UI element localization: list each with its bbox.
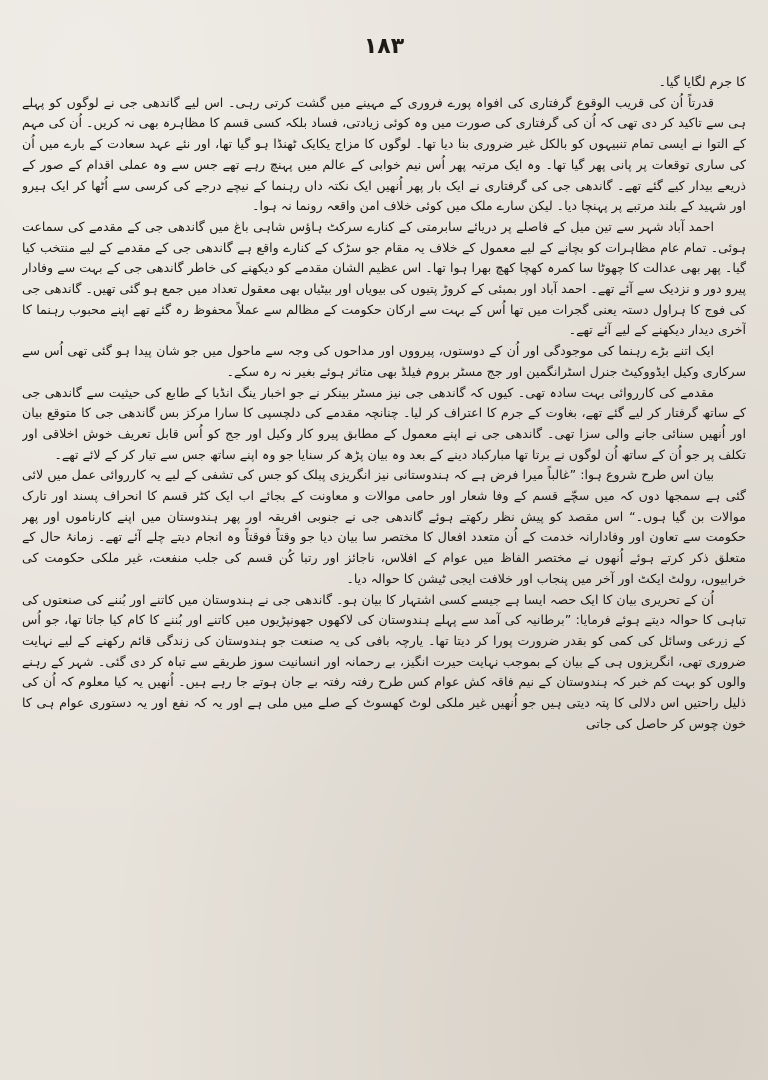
page-body	[22, 72, 746, 1068]
paragraph: مقدمے کی کارروائی بہت سادہ تھی۔ کیوں کہ گاندھی جی نیز مسٹر بینکر نے جو اخبار ینگ انڈیا کے طابع کی حیثیت سے گاندھی جی کے ساتھ گرفتار کر لیے گئے تھے، بغاوت کے جرم کا اعتراف کر لیا۔ چنانچہ مقدمے کی دلچسپی کا سارا مرکز بس گاندھی جی کا متوقع بیان اور اُنھیں سنائی جانے والی سزا تھی۔ گاندھی جی نے اپنے معمول کے مطابق پیرو کار وکیل اور جج کو اُس قابل تعریف خوش اخلاقی اور تکلف پر جو اُن کے ساتھ اُن لوگوں نے برتا تھا مبارکباد دینے کے بعد وہ بیان پڑھ کر سنایا جو وہ اپنے ساتھ جس سے تیار کر کے لائے تھے۔	[22, 384, 746, 462]
paragraph: اُن کے تحریری بیان کا ایک حصہ ایسا ہے جیسے کسی اشتہار کا بیان ہو۔ گاندھی جی نے ہندوستان میں کاتنے اور بُننے کی صنعتوں کی تباہی کا حوالہ دیتے ہوئے فرمایا: ”برطانیہ کی آمد سے پہلے ہندوستان کی لاکھوں جھونپڑیوں میں کاتنے اور بُننے کا کام کیا جاتا تھا، جو اُس کے زرعی وسائل کی کمی کو بقدر ضرورت پورا کر دیتا تھا۔ یارچہ بافی کی یہ صنعت جو ہندوستان کی زندگی قائم رکھنے کے لیے نہایت ضروری تھی، انگریزوں ہی کے بیان کے بموجب نہایت حیرت انگیز، بے رحمانہ اور انسانیت سوز طریقے سے تباہ کر دی گئی۔ شہر کے رہنے والوں کو بہت کم خبر کہ ہندوستان کے نیم فاقہ کش عوام کس طرح رفتہ رفتہ بے جان ہوتے جا رہے ہیں۔ اُنھیں یہ کیا معلوم کہ اُن کی ذلیل راحتیں اس دلالی کا پتہ دیتی ہیں جو اُنھیں غیر ملکی لوٹ کھسوٹ کے صلے میں ملی ہے اور یہ کہ نفع اور یہ دستوری عوام ہی کا خون چوس کر حاصل کی جاتی	[22, 591, 746, 731]
paragraph: احمد آباد شہر سے تین میل کے فاصلے پر دریائے سابرمتی کے کنارے سرکٹ ہاؤس شاہی باغ میں گاندھی جی کے مقدمے کی سماعت ہوئی۔ تمام عام مظاہرات کو بچانے کے لیے معمول کے خلاف یہ مقام جو سڑک کے کنارے واقع ہے گاندھی جی کے مقدمے کے لیے منتخب کیا گیا۔ پھر بھی عدالت کا چھوٹا سا کمرہ کھچا کھچ بھرا ہوا تھا۔ اس عظیم الشان مقدمے کو دیکھنے کی خاطر گاندھی جی کے بہت سے وفادار پیرو دور و نزدیک سے آئے تھے۔ احمد آباد اور بمبئی کے کروڑ پتیوں کی بیویاں اور بیٹیاں بھی معقول تعداد میں جمع ہو گئی تھیں۔ گاندھی جی کی فوج کا ہراول دستہ یعنی گجرات میں تھا اُس کے بہت سے ارکان حکومت کے مظالم سے عملاً محفوظ رہ گئے تھے اپنے محبوب رہنما کا آخری دیدار دیکھنے کے لیے آئے تھے۔	[22, 218, 746, 338]
page-number: ۱۸۳	[363, 34, 405, 59]
paragraph: بیان اس طرح شروع ہوا: ”غالباً میرا فرض ہے کہ ہندوستانی نیز انگریزی پبلک کو جس کی تشفی کے لیے یہ کارروائی عمل میں لائی گئی ہے سمجھا دوں کہ میں سچّے قسم کے وفا شعار اور حامی موالات و معاونت کے بجائے اب ایک کٹر قسم کا انحراف پسند اور تارک موالات بن گیا ہوں۔“ اس مقصد کو پیش نظر رکھتے ہوئے گاندھی جی نے جنوبی افریقہ اور پھر ہندوستان میں اپنے کارناموں اور پھر حکومت سے تعاون اور وفادارانہ خدمت کے اُن متعدد افعال کا مختصر سا بیان دیا جو وقتاً فوقتاً وہ انجام دیتے چلے آئے تھے۔ زمانۂ حال کے متعلق ذکر کرتے ہوئے اُنھوں نے مختصر الفاظ میں عوام کے افلاس، ناجائز اور رتبا کُن قسم کی جلب منفعت، غیر ملکی حکومت کی خرابیوں، رولٹ ایکٹ اور آخر میں پنجاب اور خلافت ایجی ٹیشن کا حوالہ دیا۔	[22, 467, 746, 586]
paragraph: کا جرم لگایا گیا۔	[658, 74, 746, 89]
paragraph: قدرتاً اُن کی قریب الوقوع گرفتاری کی افواہ پورے فروری کے مہینے میں گشت کرتی رہی۔ اس لیے گاندھی جی نے لوگوں کو پہلے ہی سے تاکید کر دی تھی کہ اُن کی گرفتاری کی صورت میں وہ کوئی زیادتی، فساد بلکہ کسی قسم کا مظاہرہ بھی نہ کریں۔ اُن کی مہم کے التوا نے ایسی تمام تنبیہوں کو بالکل غیر ضروری بنا دیا تھا۔ لوگوں کا مزاج یکایک ٹھنڈا ہو گیا تھا، اور نئے عہد سعادت کے بارے میں اُن کی ساری توقعات پر پانی پھر گیا تھا۔ وہ ایک مرتبہ پھر اُس نیم خوابی کے عالم میں پہنچ رہے تھے جس سے وہ عملی اقدام کے صور کے ذریعے بیدار کیے گئے تھے۔ گاندھی جی کی گرفتاری نے ایک بار پھر اُنھیں ایک نکتہ داں رہنما کے نیچے درجے کی کرسی سے اُٹھا کر ایک ہیرو اور شہید کے بلند مرتبے پر پہنچا دیا۔ لیکن سارے ملک میں کوئی خلاف امن واقعہ رونما نہ ہوا۔	[22, 94, 746, 214]
paragraph: ایک اتنے بڑے رہنما کی موجودگی اور اُن کے دوستوں، پیرووں اور مداحوں کی وجہ سے ماحول میں جو شان پیدا ہو گئی تھی اُس سے سرکاری وکیل ایڈووکیٹ جنرل اسٹرانگمین اور جج مسٹر بروم فیلڈ بھی متاثر ہوئے بغیر نہ رہ سکے۔	[22, 343, 746, 379]
